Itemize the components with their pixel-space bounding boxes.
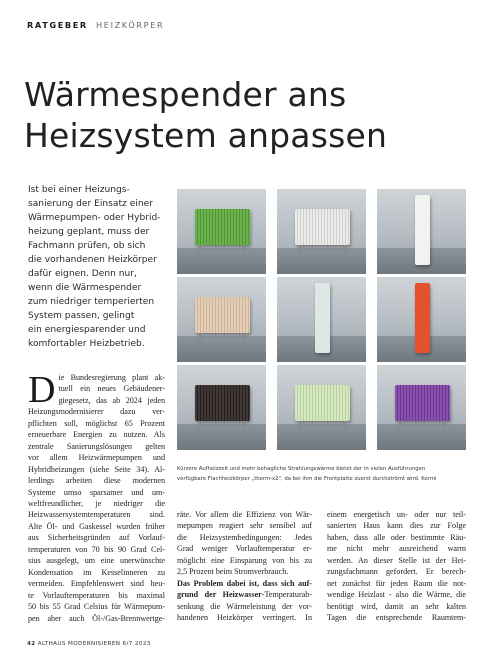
radiator-panel [195,297,250,333]
article-headline [24,74,387,156]
radiator-photo [177,277,266,362]
radiator-panel [195,385,250,421]
body-line: sanierten Haus kann dies zur Folge [327,521,466,531]
body-line: me nicht mehr ausreichend warm [327,544,466,554]
radiator-panel [315,283,330,353]
caption-line: Kürzere Aufheizzeit und mehr behagliche Strahlungswärme bietet der in vielen Ausführungen [177,466,426,472]
radiator-valve [299,421,302,431]
body-line: einem energetisch un- oder nur teil- [327,510,466,519]
body-line: 2,5 Prozent beim Stromverbrauch. [177,567,289,577]
radiator-valve [199,421,202,431]
body-line-mixed [177,589,312,600]
section-kicker [27,20,164,30]
radiator-photo [177,365,266,450]
radiator-panel [195,209,250,245]
radiator-valve [399,421,402,431]
page-footer [27,641,151,647]
radiator-photo [277,365,366,450]
radiator-photo [377,277,466,362]
radiator-photo [377,189,466,274]
photo-floor [277,424,366,450]
lead-line: sanierung der Einsatz einer [28,199,153,209]
radiator-photo [177,189,266,274]
publication-name: ALTHAUS MODERNISIEREN 6/7 2023 [37,641,151,647]
body-line: net zunächst für jeden Raum die not- [327,578,466,588]
body-column-2 [177,509,312,624]
lead-line: ein energiesparender und [28,325,146,335]
body-line: vor allem Heizwärmepumpen und [28,453,165,463]
article-lead [28,183,168,351]
body-line: Hybridheizungen (siehe Seite 34). Al- [28,464,165,474]
body-line: aus Sicherheitsgründen auf Vorlauf- [28,533,165,543]
radiator-valve [299,245,302,255]
radiator-valve [443,421,446,431]
section-label: RATGEBER [27,20,88,30]
lead-line: System passen, gelingt [28,311,135,321]
radiator-panel [415,195,430,265]
lead-line: wenn die Wärmespender [28,283,142,293]
body-line: giegesetz, das ab 2024 jeden [58,395,165,405]
body-line: senkung die Wärmeleistung der vor- [177,601,312,611]
body-line: weltfreundlicher, je niedriger die [28,498,165,508]
radiator-panel [415,283,430,353]
body-line: pflichten soll, möglichst 65 Prozent [28,418,165,428]
body-line: handenen Heizkörper verringert. In [177,613,312,623]
body-line: benötigt wird, damit an sehr kalten [327,601,466,611]
radiator-valve [343,421,346,431]
radiator-photo [377,365,466,450]
body-line-bold [177,578,312,589]
radiator-panel [295,209,350,245]
body-line: werden. An dieser Stelle ist der Hei- [327,555,466,565]
subsection-label: HEIZKÖRPER [96,20,165,30]
body-line: 50 bis 55 Grad Celsius für Wärmepum- [28,602,165,612]
body-line: möglicht eine Einsparung von bis zu [177,555,312,565]
body-line: tuell ein neues Gebäudener- [58,384,165,394]
body-line: sius ausgelegt, um eine unerwünschte [28,556,165,566]
caption-line: verfügbare Flachheizkörper „therm-x2", da bei ihm die Frontplatte zuerst durchströmt wird. Kermi [177,476,437,482]
radiator-valve [243,245,246,255]
body-column-3 [327,509,466,624]
radiator-valve [199,333,202,343]
photo-floor [377,424,466,450]
radiator-valve [243,333,246,343]
body-line: lerdings arbeiten diese modernen [28,476,165,486]
lead-line: heizung geplant, muss der [28,227,150,237]
body-line: zungsfachmann gefordert. Er berech- [327,567,466,577]
radiator-panel [295,385,350,421]
body-line: zentrale Sanierungslösungen gelten [28,441,165,451]
radiator-photo [277,189,366,274]
photo-floor [177,336,266,362]
body-line: te Vorlauftemperaturen bis maximal [28,590,165,600]
page-number: 42 [27,641,36,647]
photo-caption [177,464,467,484]
body-line: haben, dass alle oder bestimmte Räu- [327,532,466,542]
headline-line-2: Heizsystem anpassen [24,116,388,155]
body-line: die Heizsystembedingungen: Jedes [177,532,312,542]
radiator-valve [199,245,202,255]
radiator-panel [395,385,450,421]
lead-line: komfortabler Heizbetrieb. [28,339,145,349]
radiator-valve [243,421,246,431]
body-line: mepumpen reagiert sehr sensibel auf [177,521,312,531]
body-line: wendige Heizlast - also die Wärme, die [327,590,466,600]
body-line: Kondensation im Kesselinneren zu [28,567,165,577]
body-column-1 [28,369,165,624]
bold-lead-2: grund der Heizwasser [177,590,262,600]
photo-floor [177,424,266,450]
body-text: -Temperaturab- [261,590,312,600]
body-line: Heizungsmodernisierer dazu ver- [28,407,165,417]
lead-line: die vorhandenen Heizkörper [28,255,157,265]
body-line: Tagen die entsprechende Raumtem- [327,613,466,623]
body-line: ie Bundesregierung plant ak- [58,373,165,382]
lead-line: Fachmann prüfen, ob sich [28,241,146,251]
body-line: Grad weniger Vorlauftemperatur er- [177,544,312,554]
lead-line: dafür eignen. Denn nur, [28,269,137,279]
photo-floor [177,248,266,274]
photo-floor [277,248,366,274]
lead-line: Wärmepumpen- oder Hybrid- [28,213,161,223]
body-line: räte. Vor allem die Effizienz von Wär- [177,510,312,519]
body-line: Heizwassersystemtemperaturen sind. [28,510,165,520]
drop-cap: D [28,369,56,411]
headline-line-1: Wärmespender ans [24,75,347,114]
lead-line: Ist bei einer Heizungs- [28,185,130,195]
body-line: pen aber auch Öl-/Gas-Brennwertge- [28,613,165,623]
body-line: erneuerbare Energien zu nutzen. Als [28,430,165,440]
radiator-valve [343,245,346,255]
body-line: Systeme umso sparsamer und um- [28,487,165,497]
body-line: Alte Öl- und Gaskessel wurden früher [28,521,165,531]
body-line: temperaturen von 70 bis 90 Grad Cel- [28,544,165,554]
body-line: vermeiden. Empfehlenswert sind heu- [28,579,165,589]
lead-line: zum niedriger temperierten [28,297,155,307]
bold-lead: Das Problem dabei ist, dass sich auf- [177,578,312,588]
radiator-photo [277,277,366,362]
